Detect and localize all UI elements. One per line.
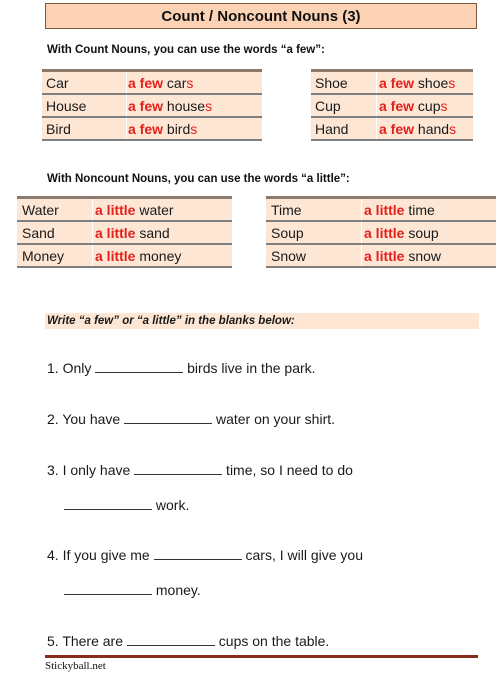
instruction-banner: Write “a few” or “a little” in the blanks below: [45, 313, 479, 329]
example-phrase: a little water [95, 202, 174, 218]
question-5: 5. There are cups on the table. [47, 633, 330, 649]
table-row [266, 199, 496, 222]
example-phrase: a few cups [379, 98, 448, 114]
noun-word: Shoe [315, 75, 348, 91]
question-2: 2. You have water on your shirt. [47, 411, 336, 427]
count-table-left [42, 72, 262, 141]
example-phrase: a little snow [364, 248, 442, 264]
table-row [42, 118, 262, 141]
noun-word: Car [46, 75, 69, 91]
example-phrase: a few shoes [379, 75, 456, 91]
table-row [266, 245, 496, 268]
answer-blank[interactable] [64, 497, 152, 510]
answer-blank[interactable] [134, 462, 222, 475]
example-phrase: a little money [95, 248, 182, 264]
table-row [311, 72, 473, 95]
footer-divider [45, 655, 478, 658]
example-phrase: a few birds [128, 121, 198, 137]
table-row [17, 222, 232, 245]
example-phrase: a few houses [128, 98, 213, 114]
table-row [17, 199, 232, 222]
count-table-right [311, 72, 473, 141]
count-nouns-heading: With Count Nouns, you can use the words “a few”: [47, 44, 325, 56]
noun-word: Bird [46, 121, 71, 137]
noncount-table-left [17, 199, 232, 268]
noncount-nouns-heading: With Noncount Nouns, you can use the words “a little”: [47, 173, 350, 185]
noun-word: Time [271, 202, 302, 218]
table-row [266, 222, 496, 245]
table-row [42, 72, 262, 95]
example-phrase: a little soup [364, 225, 439, 241]
table-row [17, 245, 232, 268]
noun-word: House [46, 98, 87, 114]
answer-blank[interactable] [127, 633, 215, 646]
question-4-continued: money. [64, 582, 201, 598]
noun-word: Soup [271, 225, 304, 241]
table-row [311, 118, 473, 141]
question-1: 1. Only birds live in the park. [47, 360, 316, 376]
table-row [42, 95, 262, 118]
example-phrase: a little time [364, 202, 435, 218]
answer-blank[interactable] [95, 360, 183, 373]
answer-blank[interactable] [154, 547, 242, 560]
noun-word: Snow [271, 248, 307, 264]
noun-word: Money [22, 248, 65, 264]
noncount-table-right [266, 199, 496, 268]
footer-site-name: Stickyball.net [45, 660, 106, 672]
example-phrase: a little sand [95, 225, 170, 241]
noun-word: Cup [315, 98, 341, 114]
noun-word: Water [22, 202, 59, 218]
example-phrase: a few hands [379, 121, 457, 137]
question-4: 4. If you give me cars, I will give you [47, 547, 363, 563]
answer-blank[interactable] [64, 582, 152, 595]
question-3: 3. I only have time, so I need to do [47, 462, 353, 478]
noun-word: Sand [22, 225, 55, 241]
question-3-continued: work. [64, 497, 189, 513]
noun-word: Hand [315, 121, 349, 137]
example-phrase: a few cars [128, 75, 194, 91]
answer-blank[interactable] [124, 411, 212, 424]
table-row [311, 95, 473, 118]
worksheet-title: Count / Noncount Nouns (3) [45, 3, 477, 29]
